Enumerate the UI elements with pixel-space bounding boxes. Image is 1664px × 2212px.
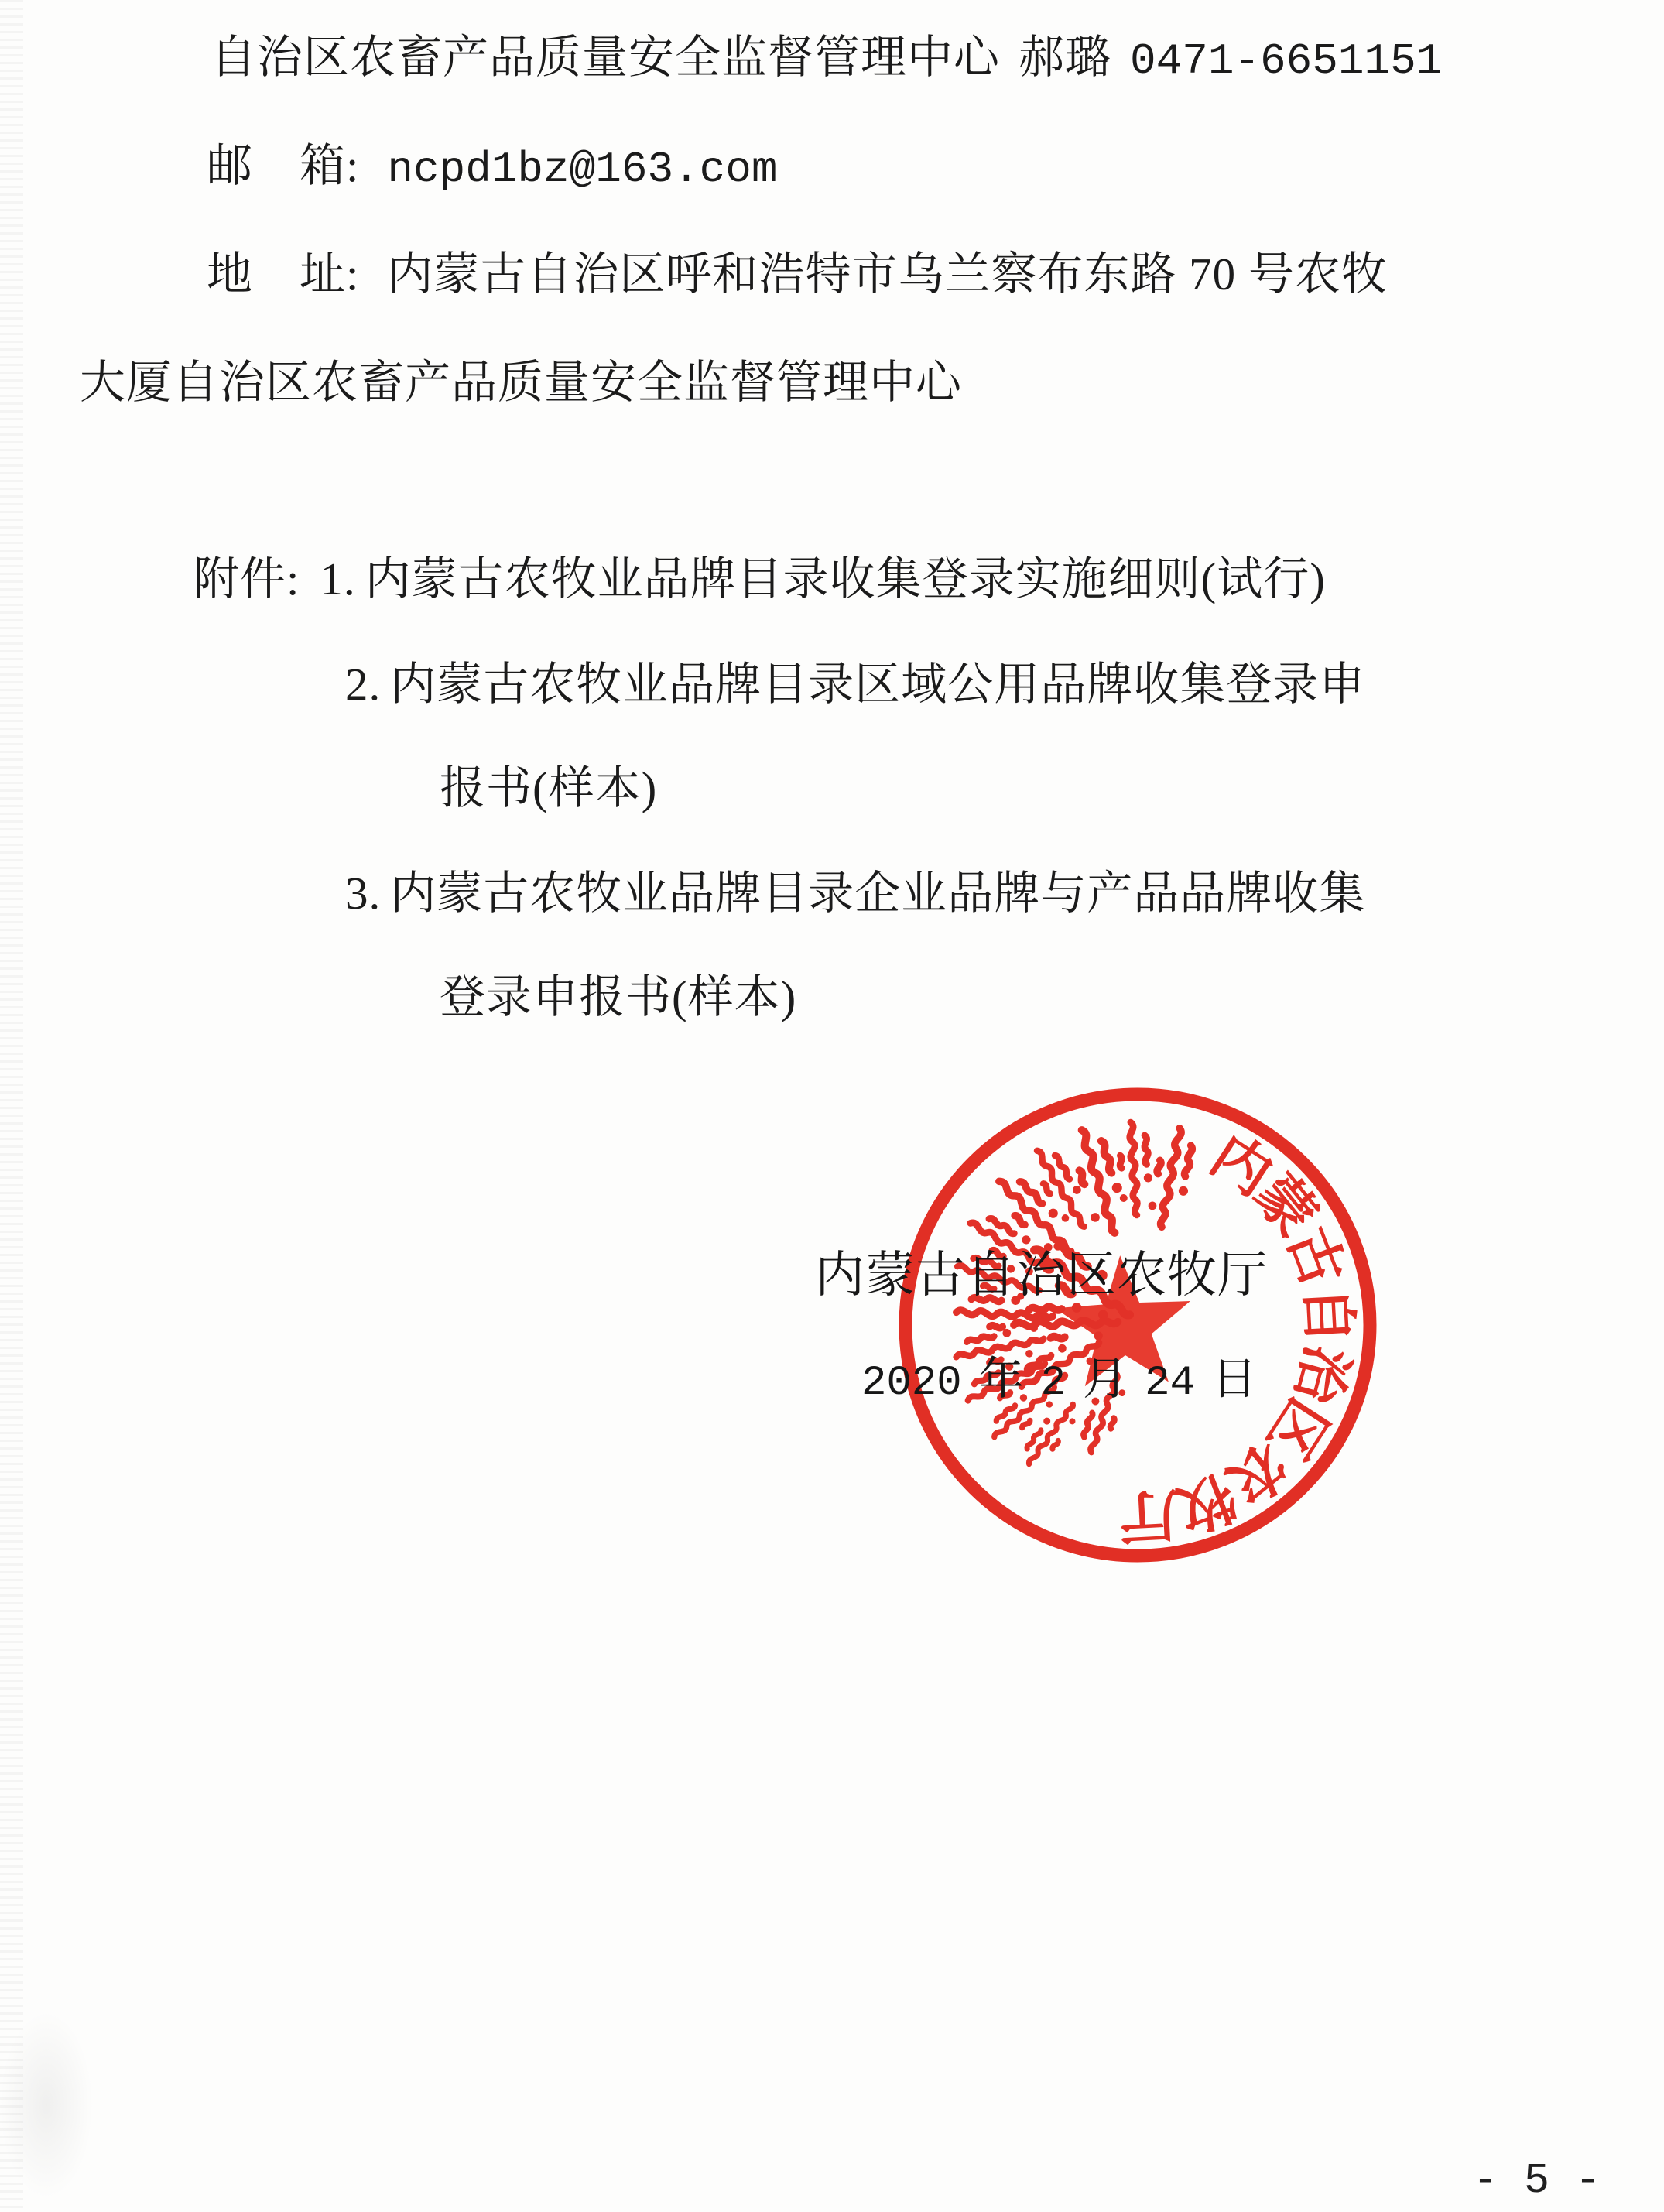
address-value-2: 大厦自治区农畜产品质量安全监督管理中心 [80, 357, 963, 408]
attachment-item-3-continued [440, 960, 796, 1026]
email-label: 邮 箱: [207, 140, 360, 191]
issue-date [861, 1342, 1274, 1407]
contact-phone: 0471-6651151 [1130, 36, 1443, 86]
mongolian-script-glyph [1117, 1121, 1153, 1215]
date-day-unit: 日 [1211, 1354, 1257, 1404]
seal-ring-char: 内 [1200, 1123, 1282, 1209]
seal-ring-char: 蒙 [1242, 1163, 1328, 1248]
seal-ring-char: 自 [1293, 1285, 1361, 1346]
issuer-signature [815, 1235, 1268, 1306]
seal-ring-char: 农 [1214, 1430, 1299, 1515]
attachment-item-3 [345, 856, 1365, 922]
date-day: 24 [1145, 1360, 1195, 1407]
attachment-1-title: 内蒙古农牧业品牌目录收集登录实施细则(试行) [365, 553, 1326, 604]
seal-ring-char: 治 [1282, 1338, 1359, 1410]
contact-line [211, 20, 1442, 86]
address-line-1 [207, 237, 1388, 303]
address-line-2 [80, 345, 962, 411]
address-label: 地 址: [207, 248, 360, 300]
attachment-3-number: 3. [345, 868, 382, 919]
attachments-label: 附件: [193, 553, 300, 604]
scan-smudge [0, 2012, 93, 2198]
page-number [1473, 2156, 1601, 2205]
seal-ring-char: 厅 [1117, 1481, 1178, 1548]
attachment-3-title: 内蒙古农牧业品牌目录企业品牌与产品品牌收集 [390, 868, 1366, 919]
attachment-2-number: 2. [345, 659, 382, 710]
attachment-3-title-cont: 登录申报书(样本) [440, 971, 797, 1022]
date-month-unit: 月 [1083, 1354, 1128, 1404]
contact-name: 郝璐 [1019, 32, 1112, 83]
date-year: 2020 [861, 1360, 962, 1407]
seal-ring-char: 区 [1254, 1387, 1340, 1470]
attachment-2-title: 内蒙古农牧业品牌目录区域公用品牌收集登录申 [390, 659, 1366, 710]
attachment-item-2-continued [440, 751, 657, 817]
email-line [207, 128, 778, 194]
attachment-2-title-cont: 报书(样本) [440, 762, 658, 813]
date-month: 2 [1040, 1360, 1067, 1407]
seal-ring-char: 牧 [1167, 1462, 1245, 1543]
attachment-1-number: 1. [320, 553, 356, 604]
official-seal [875, 1062, 1401, 1588]
date-year-unit: 年 [978, 1354, 1024, 1404]
contact-org: 自治区农畜产品质量安全监督管理中心 [211, 32, 1001, 83]
seal-ring-char: 古 [1275, 1218, 1355, 1296]
email-value: ncpd1bz@163.com [387, 145, 778, 194]
attachment-item-1 [193, 542, 1326, 608]
page-number-text: - 5 - [1473, 2156, 1601, 2205]
address-value-1: 内蒙古自治区呼和浩特市乌兰察布东路 70 号农牧 [387, 248, 1388, 300]
attachment-item-2 [345, 647, 1365, 713]
mongolian-script-glyph [1145, 1125, 1201, 1231]
issuer-name: 内蒙古自治区农牧厅 [815, 1248, 1268, 1303]
scan-edge-noise [0, 0, 23, 2212]
